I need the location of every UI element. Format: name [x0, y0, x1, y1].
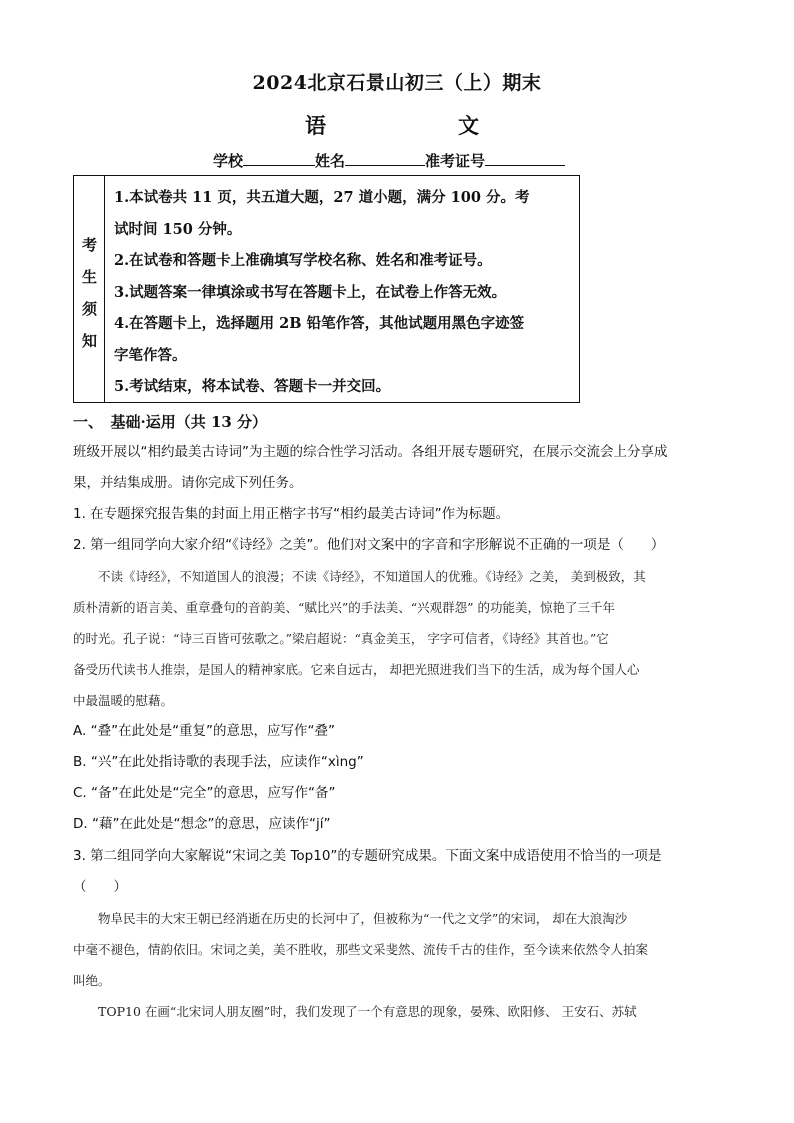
question-3-line: 3. 第二组同学向大家解说“宋词之美 Top10”的专题研究成果。下面文案中成语使用不恰当的一项是: [73, 848, 662, 864]
question-2-options: [73, 716, 721, 840]
passage-line: TOP10 在画“北宋词人朋友圈”时，我们发现了一个有意思的现象，晏殊、欧阳修、 王安石、苏轼: [73, 1004, 637, 1019]
intro-line: 果，并结集成册。请你完成下列任务。: [73, 475, 303, 491]
notice-line: 字笔作答。: [114, 346, 187, 364]
intro-paragraph: [73, 437, 721, 499]
notice-line: 2.在试卷和答题卡上准确填写学校名称、姓名和准考证号。: [114, 252, 492, 269]
exam-notice-box: [73, 175, 580, 403]
question-2: 2. 第一组同学向大家介绍“《诗经》之美”。他们对文案中的字音和字形解说不正确的一项是（ ）: [73, 537, 665, 553]
passage-line: 备受历代读书人推崇，是国人的精神家底。它来自远古， 却把光照进我们当下的生活，成为每个国人心: [73, 662, 640, 677]
notice-line: 3.试题答案一律填涂或书写在答题卡上，在试卷上作答无效。: [114, 283, 507, 301]
option-d[interactable]: D. “藉”在此处是“想念”的意思，应读作“jí”: [73, 816, 331, 832]
school-blank[interactable]: [243, 151, 315, 166]
passage-line: 的时光。孔子说：“诗三百皆可弦歌之。”梁启超说：“真金美玉， 字字可信者，《诗经》其首也。”它: [73, 631, 609, 646]
passage-line: 不读《诗经》，不知道国人的浪漫；不读《诗经》，不知道国人的优雅。《诗经》之美， 美到极致，其: [73, 569, 646, 584]
student-info-line: [213, 150, 565, 171]
section-heading: 一、 基础·运用（共 13 分）: [73, 413, 268, 431]
name-label: 姓名: [315, 152, 346, 170]
subject-heading: 语 文: [305, 113, 509, 138]
passage-line: 物阜民丰的大宋王朝已经消逝在历史的长河中了，但被称为“一代之文学”的宋词， 却在大浪淘沙: [73, 911, 628, 926]
passage-line: 叫绝。: [73, 973, 111, 988]
notice-line: 试时间 150 分钟。: [114, 220, 242, 238]
notice-label-char: 考: [82, 236, 98, 254]
exam-id-label: 准考证号: [425, 152, 486, 170]
question-1: 1. 在专题探究报告集的封面上用正楷字书写“相约最美古诗词”作为标题。: [73, 506, 510, 522]
option-a[interactable]: A. “叠”在此处是“重复”的意思，应写作“叠”: [73, 723, 336, 739]
name-blank[interactable]: [345, 151, 425, 166]
school-label: 学校: [213, 152, 244, 170]
notice-label-char: 知: [82, 332, 98, 350]
notice-body: [114, 182, 566, 403]
notice-line: 4.在答题卡上，选择题用 2B 铅笔作答，其他试题用黑色字迹签: [114, 315, 525, 332]
exam-id-blank[interactable]: [485, 151, 565, 166]
passage-line: 中毫不褪色，情韵依旧。宋词之美，美不胜收，那些文采斐然、流传千古的佳作，至今读来依然令人拍案: [73, 942, 649, 957]
notice-label-char: 须: [82, 300, 98, 318]
passage-songci: [73, 903, 721, 1027]
question-3: [73, 841, 721, 903]
passage-line: 中最温暖的慰藉。: [73, 693, 174, 708]
document-title: 2024北京石景山初三（上）期末: [252, 72, 542, 94]
intro-line: 班级开展以“相约最美古诗词”为主题的综合性学习活动。各组开展专题研究，在展示交流会上分享成: [73, 444, 668, 460]
notice-label-char: 生: [82, 268, 98, 286]
notice-line: 1.本试卷共 11 页，共五道大题，27 道小题，满分 100 分。考: [114, 189, 530, 206]
notice-label-column: [74, 176, 105, 402]
passage-shijing: [73, 561, 721, 716]
option-b[interactable]: B. “兴”在此处指诗歌的表现手法，应读作“xìng”: [73, 754, 364, 770]
notice-line: 5.考试结束，将本试卷、答题卡一并交回。: [114, 378, 391, 395]
option-c[interactable]: C. “备”在此处是“完全”的意思，应写作“备”: [73, 785, 336, 801]
question-3-line: （ ）: [73, 879, 127, 895]
passage-line: 质朴清新的语言美、重章叠句的音韵美、“赋比兴”的手法美、“兴观群怨” 的功能美，惊艳了三千年: [73, 600, 616, 615]
